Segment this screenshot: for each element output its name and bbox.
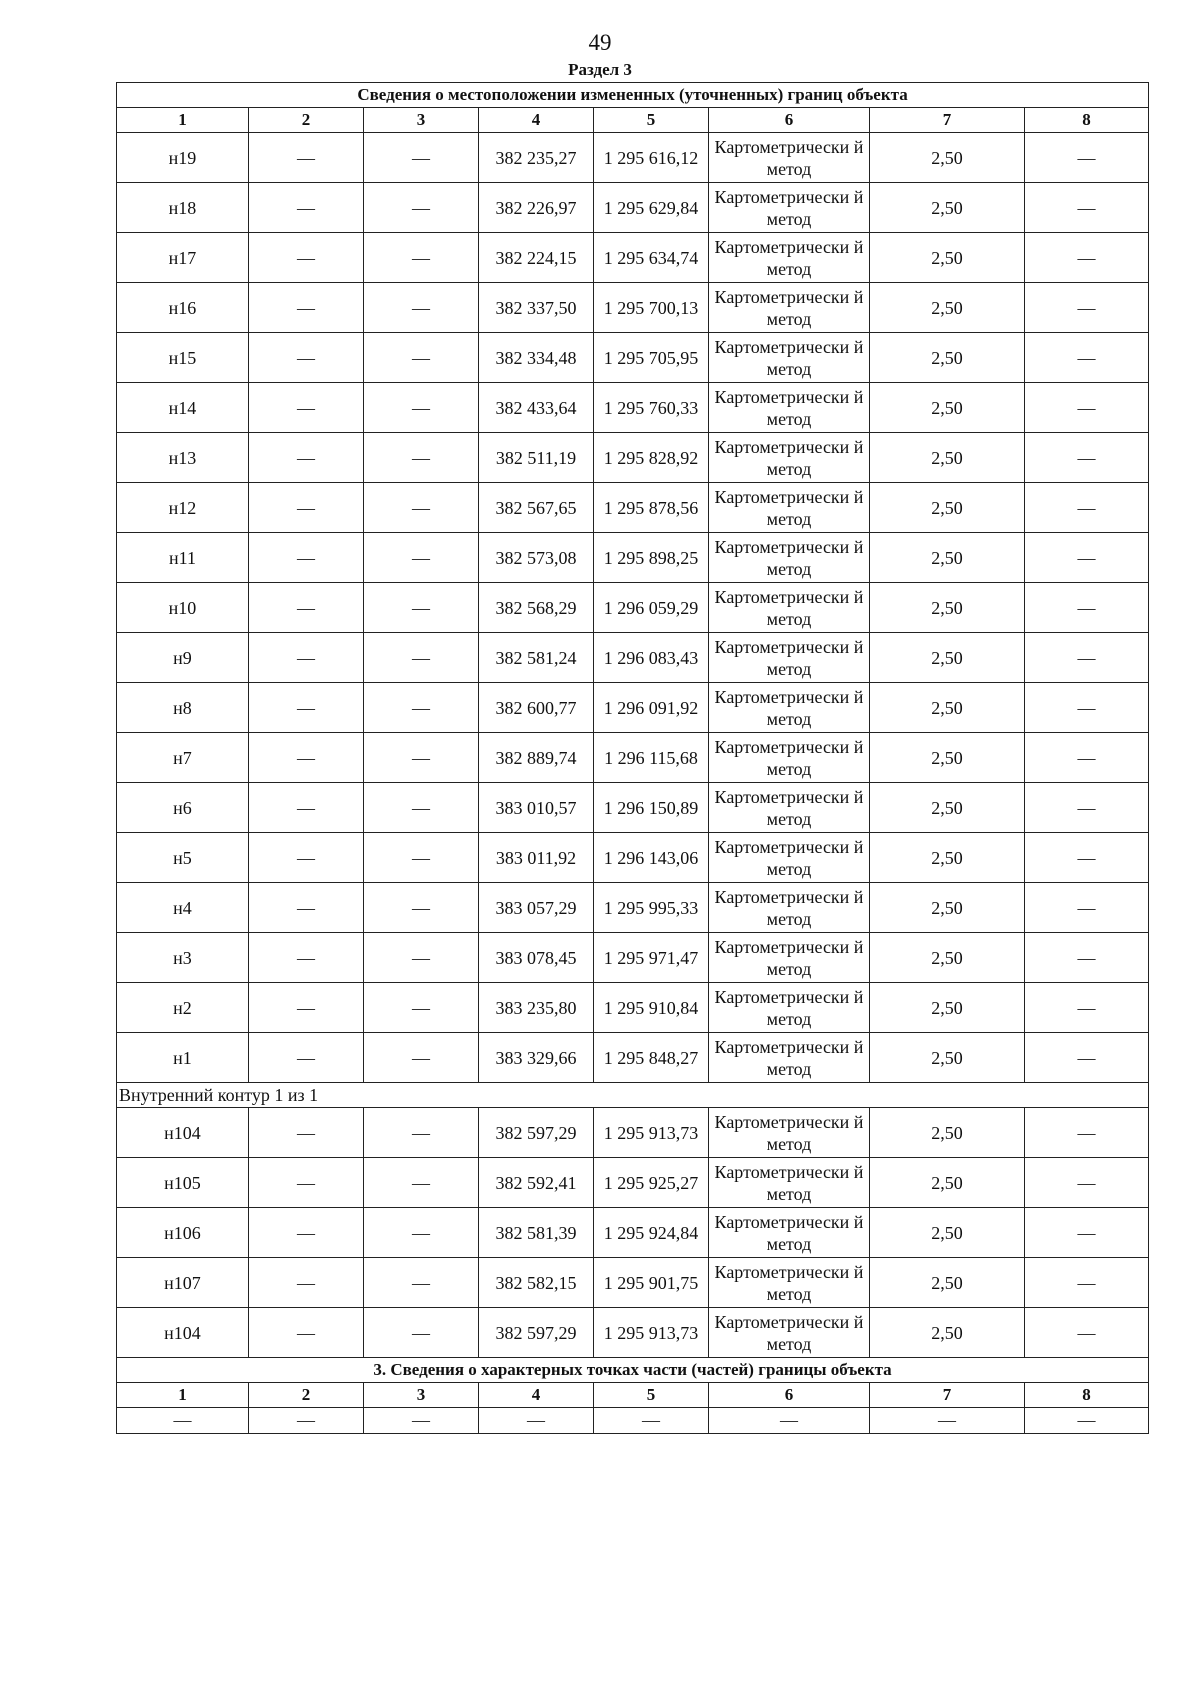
method-cell: Картометрически й метод	[709, 233, 870, 283]
column-number: 2	[249, 1383, 364, 1408]
accuracy-cell: 2,50	[870, 833, 1025, 883]
parts-caption: 3. Сведения о характерных точках части (частей) границы объекта	[117, 1358, 1149, 1383]
accuracy-cell: 2,50	[870, 333, 1025, 383]
coordinate-x: 382 337,50	[479, 283, 594, 333]
table-row	[117, 1258, 1149, 1308]
method-cell: Картометрически й метод	[709, 1108, 870, 1158]
accuracy-cell: 2,50	[870, 583, 1025, 633]
coordinate-y: 1 296 091,92	[594, 683, 709, 733]
column-3-cell: —	[364, 633, 479, 683]
column-2-cell: —	[249, 283, 364, 333]
table-row	[117, 833, 1149, 883]
table-row	[117, 183, 1149, 233]
column-8-cell: —	[1025, 683, 1149, 733]
column-8-cell: —	[1025, 783, 1149, 833]
table-caption: Сведения о местоположении измененных (уточненных) границ объекта	[117, 83, 1149, 108]
accuracy-cell: 2,50	[870, 683, 1025, 733]
column-8-cell: —	[1025, 383, 1149, 433]
column-3-cell: —	[364, 1158, 479, 1208]
column-3-cell: —	[364, 1308, 479, 1358]
column-3-cell: —	[364, 833, 479, 883]
column-3-cell: —	[364, 783, 479, 833]
column-2-cell: —	[249, 183, 364, 233]
column-3-cell: —	[364, 1033, 479, 1083]
column-8-cell: —	[1025, 483, 1149, 533]
coordinate-y: 1 295 878,56	[594, 483, 709, 533]
method-cell: Картометрически й метод	[709, 733, 870, 783]
coordinate-x: 383 057,29	[479, 883, 594, 933]
column-8-cell: —	[1025, 733, 1149, 783]
column-8-cell: —	[1025, 1033, 1149, 1083]
column-3-cell: —	[364, 1208, 479, 1258]
column-2-cell: —	[249, 383, 364, 433]
point-number: н15	[117, 333, 249, 383]
table-row	[117, 133, 1149, 183]
point-number: н14	[117, 383, 249, 433]
table-row	[117, 1308, 1149, 1358]
coordinate-y: 1 295 616,12	[594, 133, 709, 183]
column-2-cell: —	[249, 133, 364, 183]
coordinate-y: 1 295 913,73	[594, 1108, 709, 1158]
empty-cell: —	[709, 1408, 870, 1434]
coordinate-x: 383 078,45	[479, 933, 594, 983]
accuracy-cell: 2,50	[870, 733, 1025, 783]
column-2-cell: —	[249, 1308, 364, 1358]
coordinate-y: 1 295 901,75	[594, 1258, 709, 1308]
column-3-cell: —	[364, 1108, 479, 1158]
column-3-cell: —	[364, 983, 479, 1033]
table-row	[117, 433, 1149, 483]
coordinate-y: 1 295 924,84	[594, 1208, 709, 1258]
coordinate-x: 382 600,77	[479, 683, 594, 733]
accuracy-cell: 2,50	[870, 1033, 1025, 1083]
coordinate-x: 383 329,66	[479, 1033, 594, 1083]
method-cell: Картометрически й метод	[709, 933, 870, 983]
column-number: 4	[479, 1383, 594, 1408]
table-row	[117, 583, 1149, 633]
column-2-cell: —	[249, 633, 364, 683]
coordinate-x: 383 235,80	[479, 983, 594, 1033]
coordinate-x: 382 226,97	[479, 183, 594, 233]
column-2-cell: —	[249, 583, 364, 633]
page-number: 49	[588, 30, 612, 55]
column-8-cell: —	[1025, 583, 1149, 633]
coordinate-y: 1 295 760,33	[594, 383, 709, 433]
coordinate-x: 382 573,08	[479, 533, 594, 583]
column-3-cell: —	[364, 733, 479, 783]
coordinate-x: 383 011,92	[479, 833, 594, 883]
inner-contour-label: Внутренний контур 1 из 1	[117, 1083, 1149, 1108]
table-row	[117, 983, 1149, 1033]
point-number: н5	[117, 833, 249, 883]
coordinate-y: 1 295 913,73	[594, 1308, 709, 1358]
table-row	[117, 533, 1149, 583]
table-row	[117, 1158, 1149, 1208]
column-3-cell: —	[364, 433, 479, 483]
column-8-cell: —	[1025, 233, 1149, 283]
column-3-cell: —	[364, 383, 479, 433]
coordinate-y: 1 295 705,95	[594, 333, 709, 383]
column-number: 8	[1025, 108, 1149, 133]
empty-cell: —	[1025, 1408, 1149, 1434]
accuracy-cell: 2,50	[870, 933, 1025, 983]
column-8-cell: —	[1025, 433, 1149, 483]
coordinate-x: 382 334,48	[479, 333, 594, 383]
column-3-cell: —	[364, 1258, 479, 1308]
column-2-cell: —	[249, 483, 364, 533]
column-3-cell: —	[364, 133, 479, 183]
accuracy-cell: 2,50	[870, 433, 1025, 483]
point-number: н4	[117, 883, 249, 933]
column-2-cell: —	[249, 983, 364, 1033]
column-8-cell: —	[1025, 833, 1149, 883]
column-number: 3	[364, 108, 479, 133]
coordinate-x: 382 592,41	[479, 1158, 594, 1208]
coordinate-y: 1 295 634,74	[594, 233, 709, 283]
accuracy-cell: 2,50	[870, 133, 1025, 183]
table-row	[117, 633, 1149, 683]
parts-column-numbers-row	[117, 1383, 1149, 1408]
table-row	[117, 933, 1149, 983]
point-number: н104	[117, 1108, 249, 1158]
method-cell: Картометрически й метод	[709, 683, 870, 733]
column-2-cell: —	[249, 733, 364, 783]
column-number: 3	[364, 1383, 479, 1408]
column-number: 1	[117, 108, 249, 133]
column-number: 1	[117, 1383, 249, 1408]
empty-cell: —	[479, 1408, 594, 1434]
coordinate-x: 382 581,39	[479, 1208, 594, 1258]
column-2-cell: —	[249, 333, 364, 383]
column-8-cell: —	[1025, 883, 1149, 933]
column-2-cell: —	[249, 833, 364, 883]
point-number: н17	[117, 233, 249, 283]
parts-empty-row	[117, 1408, 1149, 1434]
column-2-cell: —	[249, 1258, 364, 1308]
column-8-cell: —	[1025, 633, 1149, 683]
column-2-cell: —	[249, 683, 364, 733]
column-3-cell: —	[364, 333, 479, 383]
column-8-cell: —	[1025, 533, 1149, 583]
column-number: 5	[594, 108, 709, 133]
accuracy-cell: 2,50	[870, 183, 1025, 233]
table-row	[117, 333, 1149, 383]
coordinate-y: 1 295 925,27	[594, 1158, 709, 1208]
coordinate-x: 382 511,19	[479, 433, 594, 483]
column-3-cell: —	[364, 483, 479, 533]
method-cell: Картометрически й метод	[709, 1258, 870, 1308]
coordinate-y: 1 295 898,25	[594, 533, 709, 583]
column-2-cell: —	[249, 1033, 364, 1083]
coordinate-x: 382 889,74	[479, 733, 594, 783]
point-number: н9	[117, 633, 249, 683]
coordinate-y: 1 296 143,06	[594, 833, 709, 883]
coordinate-x: 383 010,57	[479, 783, 594, 833]
empty-cell: —	[117, 1408, 249, 1434]
column-3-cell: —	[364, 883, 479, 933]
table-row	[117, 733, 1149, 783]
empty-cell: —	[249, 1408, 364, 1434]
column-number: 7	[870, 108, 1025, 133]
table-row	[117, 283, 1149, 333]
point-number: н104	[117, 1308, 249, 1358]
coordinate-y: 1 295 700,13	[594, 283, 709, 333]
column-8-cell: —	[1025, 1108, 1149, 1158]
coordinate-y: 1 295 910,84	[594, 983, 709, 1033]
column-numbers-row	[117, 108, 1149, 133]
point-number: н7	[117, 733, 249, 783]
accuracy-cell: 2,50	[870, 633, 1025, 683]
point-number: н10	[117, 583, 249, 633]
column-8-cell: —	[1025, 183, 1149, 233]
point-number: н8	[117, 683, 249, 733]
point-number: н1	[117, 1033, 249, 1083]
coordinate-x: 382 582,15	[479, 1258, 594, 1308]
point-number: н2	[117, 983, 249, 1033]
column-8-cell: —	[1025, 1208, 1149, 1258]
table-row	[117, 1108, 1149, 1158]
column-8-cell: —	[1025, 1158, 1149, 1208]
method-cell: Картометрически й метод	[709, 483, 870, 533]
method-cell: Картометрически й метод	[709, 183, 870, 233]
column-8-cell: —	[1025, 1258, 1149, 1308]
accuracy-cell: 2,50	[870, 533, 1025, 583]
parts-caption-row	[117, 1358, 1149, 1383]
column-8-cell: —	[1025, 333, 1149, 383]
point-number: н3	[117, 933, 249, 983]
accuracy-cell: 2,50	[870, 1308, 1025, 1358]
column-2-cell: —	[249, 433, 364, 483]
method-cell: Картометрически й метод	[709, 1308, 870, 1358]
column-3-cell: —	[364, 683, 479, 733]
accuracy-cell: 2,50	[870, 1158, 1025, 1208]
coordinate-x: 382 581,24	[479, 633, 594, 683]
coordinate-x: 382 224,15	[479, 233, 594, 283]
method-cell: Картометрически й метод	[709, 983, 870, 1033]
column-2-cell: —	[249, 883, 364, 933]
column-3-cell: —	[364, 533, 479, 583]
column-8-cell: —	[1025, 1308, 1149, 1358]
coordinate-x: 382 235,27	[479, 133, 594, 183]
coordinate-y: 1 296 115,68	[594, 733, 709, 783]
method-cell: Картометрически й метод	[709, 783, 870, 833]
table-row	[117, 783, 1149, 833]
coordinate-y: 1 295 629,84	[594, 183, 709, 233]
column-3-cell: —	[364, 233, 479, 283]
table-row	[117, 1033, 1149, 1083]
column-2-cell: —	[249, 533, 364, 583]
table-row	[117, 683, 1149, 733]
accuracy-cell: 2,50	[870, 1208, 1025, 1258]
coordinate-x: 382 433,64	[479, 383, 594, 433]
column-number: 6	[709, 108, 870, 133]
point-number: н11	[117, 533, 249, 583]
point-number: н19	[117, 133, 249, 183]
accuracy-cell: 2,50	[870, 783, 1025, 833]
table-row	[117, 1208, 1149, 1258]
column-2-cell: —	[249, 1208, 364, 1258]
table-row	[117, 483, 1149, 533]
boundary-points-table	[116, 82, 1149, 1434]
accuracy-cell: 2,50	[870, 233, 1025, 283]
method-cell: Картометрически й метод	[709, 583, 870, 633]
column-number: 5	[594, 1383, 709, 1408]
column-8-cell: —	[1025, 283, 1149, 333]
method-cell: Картометрически й метод	[709, 1158, 870, 1208]
column-2-cell: —	[249, 233, 364, 283]
coordinate-y: 1 296 150,89	[594, 783, 709, 833]
column-8-cell: —	[1025, 983, 1149, 1033]
point-number: н107	[117, 1258, 249, 1308]
method-cell: Картометрически й метод	[709, 433, 870, 483]
method-cell: Картометрически й метод	[709, 883, 870, 933]
method-cell: Картометрически й метод	[709, 533, 870, 583]
column-number: 7	[870, 1383, 1025, 1408]
section-title: Раздел 3	[568, 60, 632, 79]
method-cell: Картометрически й метод	[709, 1208, 870, 1258]
table-row	[117, 233, 1149, 283]
method-cell: Картометрически й метод	[709, 833, 870, 883]
point-number: н18	[117, 183, 249, 233]
inner-contour-row	[117, 1083, 1149, 1108]
column-2-cell: —	[249, 1108, 364, 1158]
column-number: 4	[479, 108, 594, 133]
coordinate-y: 1 295 828,92	[594, 433, 709, 483]
table-caption-row	[117, 83, 1149, 108]
table-row	[117, 383, 1149, 433]
coordinate-x: 382 597,29	[479, 1308, 594, 1358]
column-8-cell: —	[1025, 933, 1149, 983]
coordinate-y: 1 296 059,29	[594, 583, 709, 633]
method-cell: Картометрически й метод	[709, 333, 870, 383]
column-2-cell: —	[249, 933, 364, 983]
point-number: н13	[117, 433, 249, 483]
point-number: н6	[117, 783, 249, 833]
coordinate-y: 1 296 083,43	[594, 633, 709, 683]
coordinate-y: 1 295 995,33	[594, 883, 709, 933]
accuracy-cell: 2,50	[870, 1258, 1025, 1308]
coordinate-x: 382 567,65	[479, 483, 594, 533]
column-3-cell: —	[364, 583, 479, 633]
table-row	[117, 883, 1149, 933]
accuracy-cell: 2,50	[870, 383, 1025, 433]
method-cell: Картометрически й метод	[709, 383, 870, 433]
coordinate-x: 382 597,29	[479, 1108, 594, 1158]
column-3-cell: —	[364, 283, 479, 333]
column-number: 6	[709, 1383, 870, 1408]
coordinate-x: 382 568,29	[479, 583, 594, 633]
empty-cell: —	[870, 1408, 1025, 1434]
accuracy-cell: 2,50	[870, 983, 1025, 1033]
column-2-cell: —	[249, 1158, 364, 1208]
accuracy-cell: 2,50	[870, 883, 1025, 933]
point-number: н12	[117, 483, 249, 533]
column-3-cell: —	[364, 183, 479, 233]
empty-cell: —	[594, 1408, 709, 1434]
empty-cell: —	[364, 1408, 479, 1434]
column-number: 2	[249, 108, 364, 133]
point-number: н106	[117, 1208, 249, 1258]
method-cell: Картометрически й метод	[709, 1033, 870, 1083]
column-8-cell: —	[1025, 133, 1149, 183]
accuracy-cell: 2,50	[870, 283, 1025, 333]
point-number: н105	[117, 1158, 249, 1208]
column-number: 8	[1025, 1383, 1149, 1408]
method-cell: Картометрически й метод	[709, 633, 870, 683]
accuracy-cell: 2,50	[870, 483, 1025, 533]
point-number: н16	[117, 283, 249, 333]
accuracy-cell: 2,50	[870, 1108, 1025, 1158]
method-cell: Картометрически й метод	[709, 133, 870, 183]
column-2-cell: —	[249, 783, 364, 833]
coordinate-y: 1 295 848,27	[594, 1033, 709, 1083]
column-3-cell: —	[364, 933, 479, 983]
method-cell: Картометрически й метод	[709, 283, 870, 333]
coordinate-y: 1 295 971,47	[594, 933, 709, 983]
